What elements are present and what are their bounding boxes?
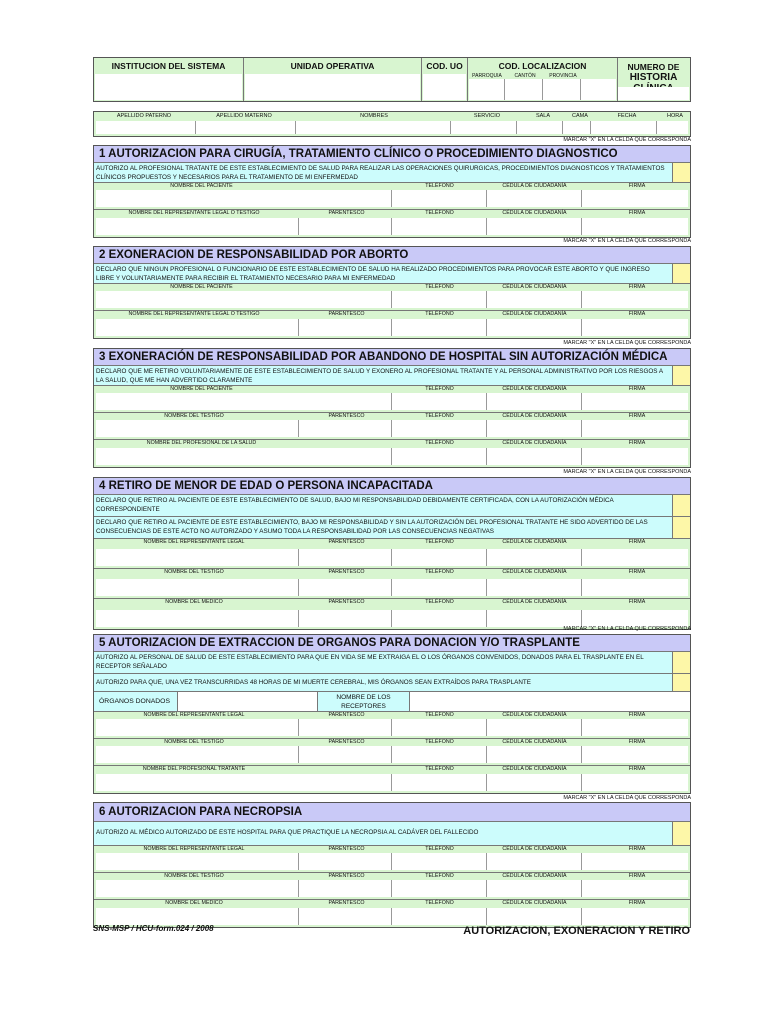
section-6-title: 6 AUTORIZACION PARA NECROPSIA [94,803,690,822]
id-field[interactable] [487,218,582,235]
phone-field[interactable] [392,719,487,736]
relationship-field[interactable] [299,880,392,897]
form-header [93,57,691,102]
phone-field[interactable] [392,420,487,437]
section-1-rep-fields [96,218,688,235]
hora-field[interactable] [657,121,688,134]
section-5 [93,634,691,794]
section-6-statement [94,822,690,846]
col-cedula: CÉDULA DE CIUDADANÍA [502,766,567,772]
section-5-title: 5 AUTORIZACION DE EXTRACCION DE ORGANOS PARA DONACION Y/O TRASPLANTE [94,635,690,652]
cod-uo-field[interactable] [423,74,466,100]
cod-loc-label: COD. LOCALIZACION [498,61,587,71]
section-2-statement [94,264,690,284]
institucion-label: INSTITUCION DEL SISTEMA [111,61,226,71]
section-2-title: 2 EXONERACION DE RESPONSABILIDAD POR ABORTO [94,247,690,264]
section-5-text-1: AUTORIZO AL PERSONAL DE SALUD DE ESTE ESTABLECIMIENTO PARA QUE EN VIDA SE ME EXTRAIGA EL O LOS ÓRGANOS CONVENIDOS, DONADOS PARA EL TRASPLANTE EN EL RECEPTOR SEÑALADO [96,654,644,670]
name-field[interactable] [96,218,299,235]
section-5-organs-row [94,692,690,712]
col-telefono: TELÉFONO [425,873,454,879]
unidad-label: UNIDAD OPERATIVA [290,61,375,71]
section-5-witness-fields [96,746,688,763]
section-3-patient-row [94,386,690,413]
col-telefono: TELÉFONO [425,210,454,216]
col-medico: NOMBRE DEL MEDICO [165,599,223,605]
fecha-field[interactable] [591,121,657,134]
parroquia-field[interactable] [469,79,505,100]
section-3-professional-row [94,440,690,467]
relationship-field[interactable] [299,853,392,870]
col-firma: FIRMA [628,440,646,446]
col-firma: FIRMA [628,873,646,879]
col-testigo: NOMBRE DEL TESTIGO [164,569,224,575]
form-title: AUTORIZACION, EXONERACION Y RETIRO [463,925,690,937]
col-profesional-tratante: NOMBRE DEL PROFESIONAL TRATANTE [142,766,246,772]
col-cedula: CÉDULA DE CIUDADANÍA [502,599,567,605]
section-3-statement [94,366,690,386]
cod-loc-col [468,58,618,101]
col-rep-testigo: NOMBRE DEL REPRESENTANTE LEGAL O TESTIGO [128,311,260,317]
section-6 [93,802,691,928]
col-telefono: TELÉFONO [425,712,454,718]
col-representante: NOMBRE DEL REPRESENTANTE LEGAL [143,712,245,718]
nombres-label: NOMBRES [360,113,388,119]
id-field[interactable] [487,610,582,627]
col-cedula: CÉDULA DE CIUDADANÍA [502,386,567,392]
name-field[interactable] [96,549,299,566]
col-parentesco: PARENTESCO [328,900,365,906]
section-3-witness-fields [96,420,688,437]
mark-note: MARCAR "X" EN LA CELDA QUE CORRESPONDA [563,238,691,244]
apellido-paterno-label: APELLIDO PATERNO [116,113,172,119]
relationship-field[interactable] [299,549,392,566]
col-parentesco: PARENTESCO [328,569,365,575]
id-field[interactable] [487,579,582,596]
numero-de-label: NUMERO DE [627,62,680,72]
id-field[interactable] [487,719,582,736]
signature-field[interactable] [582,880,688,897]
phone-field[interactable] [392,291,487,308]
patient-row [93,111,691,137]
name-field[interactable] [96,579,299,596]
col-paciente: NOMBRE DEL PACIENTE [170,284,233,290]
col-telefono: TELÉFONO [425,599,454,605]
col-firma: FIRMA [628,539,646,545]
section-1-rep-row [94,210,690,237]
receptores-field[interactable] [410,692,690,711]
form-code: SNS-MSP / HCU-form.024 / 2008 [93,924,214,933]
col-telefono: TELÉFONO [425,386,454,392]
col-parentesco: PARENTESCO [328,210,365,216]
phone-field[interactable] [392,448,487,465]
mark-note: MARCAR "X" EN LA CELDA QUE CORRESPONDA [563,795,691,801]
section-4-statement-1 [94,495,690,517]
phone-field[interactable] [392,774,487,791]
mark-note: MARCAR "X" EN LA CELDA QUE CORRESPONDA [563,340,691,346]
provincia-label: PROVINCIA [549,73,577,79]
section-2-patient-row [94,284,690,311]
section-6-checkbox[interactable] [672,822,690,845]
col-cedula: CÉDULA DE CIUDADANÍA [502,569,567,575]
provincia-field[interactable] [543,79,581,100]
signature-field[interactable] [582,908,688,925]
relationship-field[interactable] [299,908,392,925]
section-2-text: DECLARO QUE NINGUN PROFESIONAL O FUNCIONARIO DE ESTE ESTABLECIMIENTO DE SALUD HA REALIZADO PROCEDIMIENTOS PARA PROVOCAR ESTE ABORTO Y QUE INGRESO LIBRE Y VOLUNTARIAMENTE PARA RECIBIR EL TRATAMIENTO NECESARIO PARA MI ENFERMEDAD [96,266,650,282]
name-field[interactable] [96,746,299,763]
col-telefono: TELÉFONO [425,440,454,446]
col-cedula: CÉDULA DE CIUDADANÍA [502,712,567,718]
mark-note: MARCAR "X" EN LA CELDA QUE CORRESPONDA [563,626,691,632]
cod-uo-label: COD. UO [426,61,463,71]
col-cedula: CÉDULA DE CIUDADANÍA [502,440,567,446]
col-testigo: NOMBRE DEL TESTIGO [164,873,224,879]
section-2-rep-row [94,311,690,338]
apellido-materno-label: APELLIDO MATERNO [216,113,272,119]
historia-clinica-label: HISTORIA [629,72,678,83]
col-profesional-salud: NOMBRE DEL PROFESIONAL DE LA SALUD [146,440,257,446]
name-field[interactable] [96,319,299,336]
section-1-checkbox[interactable] [672,163,690,182]
section-6-rep-fields [96,853,688,870]
signature-field[interactable] [582,190,688,207]
col-paciente: NOMBRE DEL PACIENTE [170,386,233,392]
section-4-text-1: DECLARO QUE RETIRO AL PACIENTE DE ESTE ESTABLECIMIENTO DE SALUD, BAJO MI RESPONSABILIDAD DEBIDAMENTE CERTIFICADA, CON LA AUTORIZACIÓN MÉDICA CORRESPONDIENTE [96,497,614,513]
col-telefono: TELÉFONO [425,766,454,772]
col-firma: FIRMA [628,599,646,605]
col-parentesco: PARENTESCO [328,413,365,419]
apellido-paterno-field[interactable] [96,121,196,134]
section-5-checkbox-1[interactable] [672,652,690,673]
id-field[interactable] [487,291,582,308]
name-field[interactable] [96,420,299,437]
section-3-text: DECLARO QUE ME RETIRO VOLUNTARIAMENTE DE ESTE ESTABLECIMIENTO DE SALUD Y EXONERO AL PROFESIONAL TRATANTE Y AL PERSONAL ADMINISTRATIVO POR LOS RIESGOS A LA SALUD, QUE ME HAN ADVERTIDO CLARAMENTE [96,368,663,384]
section-5-statement-1 [94,652,690,674]
fecha-label: FECHA [617,113,637,119]
section-1-text: AUTORIZO AL PROFESIONAL TRATANTE DE ESTE ESTABLECIMIENTO DE SALUD PARA REALIZAR LAS OPERACIONES QUIRURGICAS, PROCEDIMIENTOS DIAGNOSTICOS Y TRATAMIENTOS CLÍNICOS PROPUESTOS Y NECESARIOS PARA EL TRATAMIENTO DE MI ENFERMEDAD [96,165,665,181]
col-telefono: TELÉFONO [425,739,454,745]
cama-label: CAMA [572,113,588,119]
col-paciente: NOMBRE DEL PACIENTE [170,183,233,189]
signature-field[interactable] [582,393,688,410]
name-field[interactable] [96,610,299,627]
col-firma: FIRMA [628,766,646,772]
signature-field[interactable] [582,420,688,437]
signature-field[interactable] [582,853,688,870]
relationship-field[interactable] [299,610,392,627]
name-field[interactable] [96,908,299,925]
section-4-checkbox-2[interactable] [672,517,690,538]
name-field[interactable] [96,448,392,465]
section-5-witness-row [94,739,690,766]
col-parentesco: PARENTESCO [328,873,365,879]
id-field[interactable] [487,190,582,207]
col-rep-testigo: NOMBRE DEL REPRESENTANTE LEGAL O TESTIGO [128,210,260,216]
name-field[interactable] [96,291,392,308]
section-3 [93,348,691,468]
hora-label: HORA [667,113,683,119]
relationship-field[interactable] [299,420,392,437]
id-field[interactable] [487,853,582,870]
cod-uo-col [422,58,468,101]
phone-field[interactable] [392,190,487,207]
servicio-field[interactable] [451,121,517,134]
col-telefono: TELÉFONO [425,569,454,575]
col-telefono: TELÉFONO [425,846,454,852]
col-representante: NOMBRE DEL REPRESENTANTE LEGAL [143,539,245,545]
col-firma: FIRMA [628,846,646,852]
section-5-text-2: AUTORIZO PARA QUE, UNA VEZ TRANSCURRIDAS 48 HORAS DE MI MUERTE CEREBRAL, MIS ÓRGANOS SEAN EXTRAÍDOS PARA TRASPLANTE [96,679,531,686]
signature-field[interactable] [582,579,688,596]
phone-field[interactable] [392,880,487,897]
name-field[interactable] [96,719,299,736]
phone-field[interactable] [392,746,487,763]
section-2-rep-fields [96,319,688,336]
signature-field[interactable] [582,610,688,627]
section-5-statement-2 [94,674,690,692]
canton-field[interactable] [505,79,543,100]
section-6-rep-row [94,846,690,873]
phone-field[interactable] [392,908,487,925]
signature-field[interactable] [582,218,688,235]
col-parentesco: PARENTESCO [328,599,365,605]
section-4-witness-row [94,569,690,599]
section-4-doctor-row [94,599,690,629]
section-1-title: 1 AUTORIZACION PARA CIRUGÍA, TRATAMIENTO CLÍNICO O PROCEDIMIENTO DIAGNOSTICO [94,146,690,163]
phone-field[interactable] [392,610,487,627]
unidad-field[interactable] [245,74,420,100]
cod-loc-fields [469,79,616,100]
organos-field[interactable] [178,692,318,711]
institucion-col [94,58,244,101]
section-2-checkbox[interactable] [672,264,690,283]
col-parentesco: PARENTESCO [328,712,365,718]
organos-label: ÓRGANOS DONADOS [94,692,178,711]
section-1 [93,145,691,238]
signature-field[interactable] [582,319,688,336]
col-cedula: CÉDULA DE CIUDADANÍA [502,284,567,290]
section-4-witness-fields [96,579,688,596]
canton-label: CANTÓN [514,73,536,79]
parroquia-label: PARROQUIA [472,73,502,79]
section-4-checkbox-1[interactable] [672,495,690,516]
unidad-col [244,58,422,101]
patient-fields [96,121,688,134]
section-3-professional-fields [96,448,688,465]
col-telefono: TELÉFONO [425,900,454,906]
name-field[interactable] [96,190,392,207]
historia-col [617,58,690,101]
mark-note: MARCAR "X" EN LA CELDA QUE CORRESPONDA [563,137,691,143]
col-cedula: CÉDULA DE CIUDADANÍA [502,539,567,545]
section-6-text: AUTORIZO AL MÉDICO AUTORIZADO DE ESTE HOSPITAL PARA QUE PRACTIQUE LA NECROPSIA AL CADÁVER DEL FALLECIDO [96,829,479,836]
section-6-witness-fields [96,880,688,897]
col-parentesco: PARENTESCO [328,539,365,545]
phone-field[interactable] [392,579,487,596]
section-6-doctor-row [94,900,690,927]
section-5-checkbox-2[interactable] [672,674,690,691]
section-4-text-2: DECLARO QUE RETIRO AL PACIENTE DE ESTE ESTABLECIMIENTO, BAJO MI RESPONSABILIDAD Y SIN LA AUTORIZACIÓN DEL PROFESIONAL TRATANTE HE SIDO ADVERTIDO DE LAS CONSECUENCIAS DE ESTE ACTO NO AUTORIZADO Y ASUMO TODA LA RESPONSABILIDAD POR LAS CONSECUENCIAS NEGATIVAS [96,519,648,535]
name-field[interactable] [96,880,299,897]
col-cedula: CÉDULA DE CIUDADANÍA [502,210,567,216]
id-field[interactable] [487,774,582,791]
col-firma: FIRMA [628,900,646,906]
section-4-statement-2 [94,517,690,539]
phone-field[interactable] [392,393,487,410]
col-firma: FIRMA [628,413,646,419]
col-testigo: NOMBRE DEL TESTIGO [164,413,224,419]
section-5-rep-row [94,712,690,739]
section-4 [93,477,691,630]
col-firma: FIRMA [628,284,646,290]
col-parentesco: PARENTESCO [328,311,365,317]
id-field[interactable] [487,420,582,437]
relationship-field[interactable] [299,746,392,763]
relationship-field[interactable] [299,319,392,336]
section-3-patient-fields [96,393,688,410]
signature-field[interactable] [582,448,688,465]
col-cedula: CÉDULA DE CIUDADANÍA [502,873,567,879]
section-1-patient-fields [96,190,688,207]
col-cedula: CÉDULA DE CIUDADANÍA [502,183,567,189]
col-cedula: CÉDULA DE CIUDADANÍA [502,846,567,852]
nombres-field[interactable] [296,121,451,134]
phone-field[interactable] [392,549,487,566]
section-4-rep-row [94,539,690,569]
section-6-witness-row [94,873,690,900]
relationship-field[interactable] [299,719,392,736]
col-firma: FIRMA [628,183,646,189]
id-field[interactable] [487,908,582,925]
col-parentesco: PARENTESCO [328,846,365,852]
section-4-doctor-fields [96,610,688,627]
col-firma: FIRMA [628,569,646,575]
col-telefono: TELÉFONO [425,284,454,290]
col-firma: FIRMA [628,386,646,392]
id-field[interactable] [487,448,582,465]
col-firma: FIRMA [628,712,646,718]
sala-label: SALA [535,113,551,119]
institucion-field[interactable] [95,74,242,100]
name-field[interactable] [96,393,392,410]
col-telefono: TELÉFONO [425,413,454,419]
id-field[interactable] [487,393,582,410]
section-3-witness-row [94,413,690,440]
col-medico: NOMBRE DEL MEDICO [165,900,223,906]
col-telefono: TELÉFONO [425,539,454,545]
historia-field[interactable] [618,87,689,100]
col-parentesco: PARENTESCO [328,739,365,745]
id-field[interactable] [487,319,582,336]
col-cedula: CÉDULA DE CIUDADANÍA [502,413,567,419]
section-3-checkbox[interactable] [672,366,690,385]
section-2-patient-fields [96,291,688,308]
name-field[interactable] [96,853,299,870]
section-5-professional-row [94,766,690,793]
sala-field[interactable] [517,121,563,134]
col-cedula: CÉDULA DE CIUDADANÍA [502,311,567,317]
col-firma: FIRMA [628,210,646,216]
phone-field[interactable] [392,853,487,870]
col-cedula: CÉDULA DE CIUDADANÍA [502,900,567,906]
servicio-label: SERVICIO [473,113,501,119]
signature-field[interactable] [582,719,688,736]
section-4-rep-fields [96,549,688,566]
section-1-patient-row [94,183,690,210]
relationship-field[interactable] [299,579,392,596]
col-representante: NOMBRE DEL REPRESENTANTE LEGAL [143,846,245,852]
id-field[interactable] [487,549,582,566]
col-telefono: TELÉFONO [425,311,454,317]
section-3-title: 3 EXONERACIÓN DE RESPONSABILIDAD POR ABANDONO DE HOSPITAL SIN AUTORIZACIÓN MÉDICA [94,349,690,366]
col-testigo: NOMBRE DEL TESTIGO [164,739,224,745]
name-field[interactable] [96,774,392,791]
phone-field[interactable] [392,319,487,336]
signature-field[interactable] [582,549,688,566]
apellido-materno-field[interactable] [196,121,296,134]
id-field[interactable] [487,746,582,763]
relationship-field[interactable] [299,218,392,235]
col-firma: FIRMA [628,311,646,317]
receptores-label: NOMBRE DE LOS RECEPTORES [318,692,410,711]
mark-note: MARCAR "X" EN LA CELDA QUE CORRESPONDA [563,469,691,475]
phone-field[interactable] [392,218,487,235]
cama-field[interactable] [563,121,591,134]
section-1-statement [94,163,690,183]
col-telefono: TELÉFONO [425,183,454,189]
signature-field[interactable] [582,291,688,308]
section-6-doctor-fields [96,908,688,925]
col-firma: FIRMA [628,739,646,745]
section-4-title: 4 RETIRO DE MENOR DE EDAD O PERSONA INCAPACITADA [94,478,690,495]
section-5-professional-fields [96,774,688,791]
signature-field[interactable] [582,774,688,791]
section-2 [93,246,691,339]
section-5-rep-fields [96,719,688,736]
signature-field[interactable] [582,746,688,763]
col-cedula: CÉDULA DE CIUDADANÍA [502,739,567,745]
id-field[interactable] [487,880,582,897]
